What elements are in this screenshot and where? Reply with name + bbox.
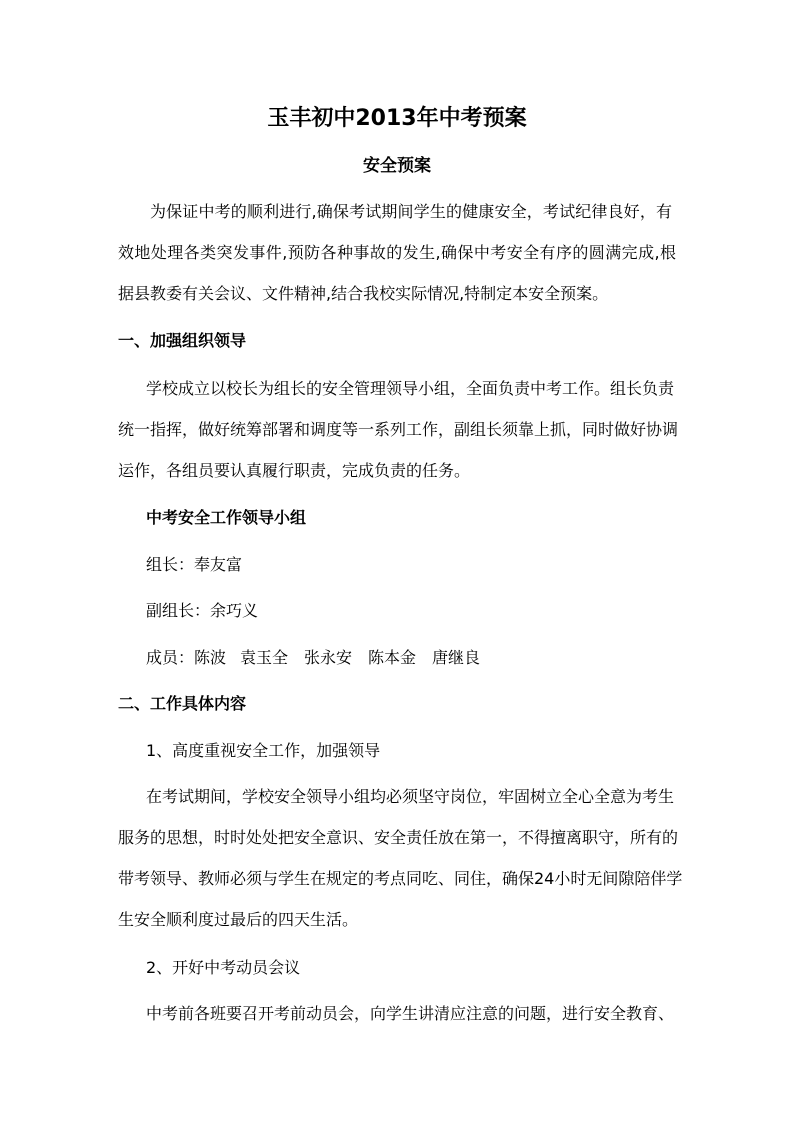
section-1-heading: 一、加强组织领导: [118, 331, 247, 350]
section-1-para-line-2: 统一指挥，做好统筹部署和调度等一系列工作，副组长须靠上抓，同时做好协调: [118, 420, 679, 439]
intro-line-2: 效地处理各类突发事件,预防各种事故的发生,确保中考安全有序的圆满完成,根: [118, 243, 676, 262]
item-1-para-line-2: 服务的思想，时时处处把安全意识、安全责任放在第一，不得擅离职守，所有的: [118, 828, 679, 847]
item-1-para-line-1: 在考试期间，学校安全领导小组均必须坚守岗位，牢固树立全心全意为考生: [146, 787, 675, 806]
section-1-para-line-3: 运作，各组员要认真履行职责，完成负责的任务。: [118, 461, 471, 480]
leadership-group-title: 中考安全工作领导小组: [146, 508, 307, 527]
item-1-title: 1、高度重视安全工作，加强领导: [146, 741, 381, 760]
section-2-heading: 二、工作具体内容: [118, 694, 247, 713]
member-name: 张永安: [304, 648, 353, 667]
member-name: 唐继良: [432, 648, 481, 667]
group-deputy: 副组长：余巧义: [146, 601, 259, 620]
intro-line-3: 据县教委有关会议、文件精神,结合我校实际情况,特制定本安全预案。: [118, 284, 609, 303]
document-subtitle: 安全预案: [363, 156, 431, 176]
section-1-para-line-1: 学校成立以校长为组长的安全管理领导小组，全面负责中考工作。组长负责: [146, 379, 675, 398]
group-members: [146, 648, 480, 668]
item-1-para-line-3: 带考领导、教师必须与学生在规定的考点同吃、同住，确保24小时无间隙陪伴学: [118, 869, 683, 888]
intro-line-1: 为保证中考的顺利进行,确保考试期间学生的健康安全，考试纪律良好，有: [150, 202, 672, 221]
member-name: 陈本金: [368, 648, 417, 667]
item-2-para-line-1: 中考前各班要召开考前动员会，向学生讲清应注意的问题，进行安全教育、: [146, 1004, 675, 1023]
item-2-title: 2、开好中考动员会议: [146, 958, 301, 977]
member-name: 陈波: [194, 648, 227, 667]
member-name: 袁玉全: [240, 648, 289, 667]
item-1-para-line-4: 生安全顺利度过最后的四天生活。: [118, 910, 359, 929]
group-leader: 组长：奉友富: [146, 555, 243, 574]
document-title: 玉丰初中2013年中考预案: [267, 106, 527, 131]
members-label: 成员：: [146, 648, 195, 667]
